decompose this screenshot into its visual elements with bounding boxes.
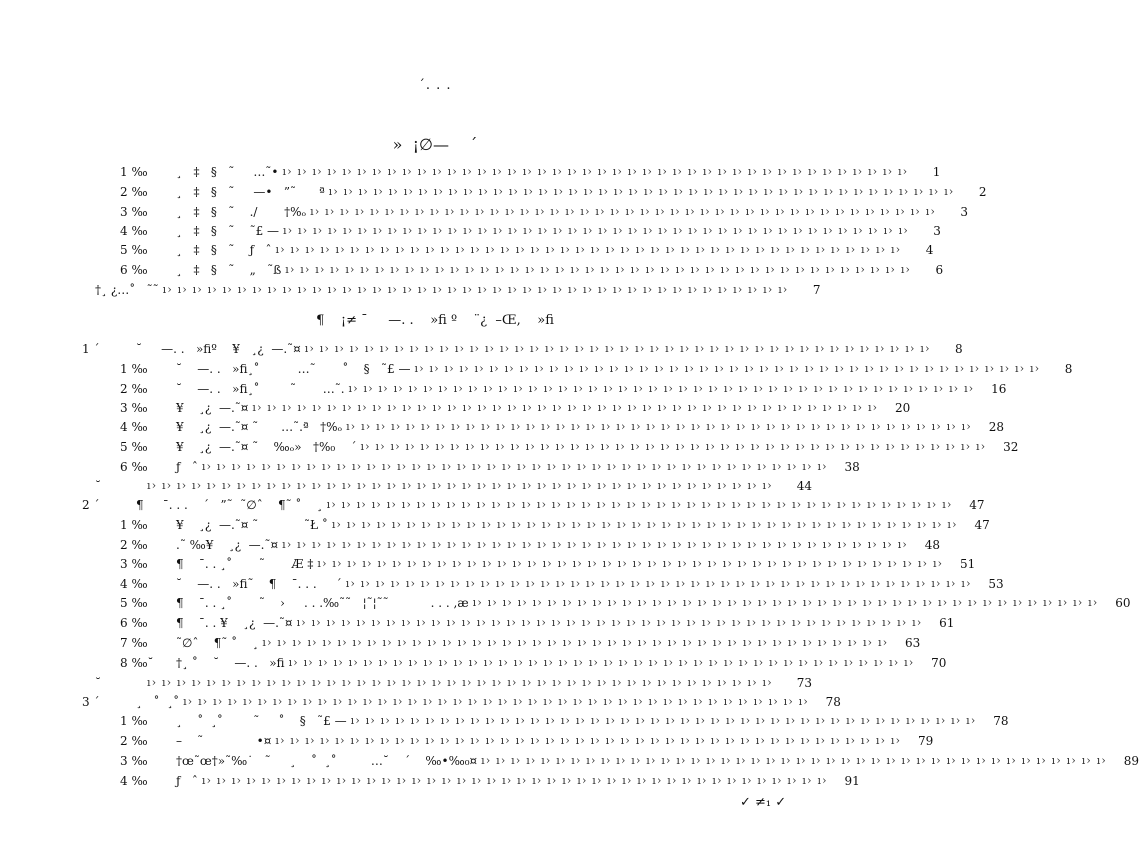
toc-entry[interactable] (120, 732, 934, 750)
dot-leader: ı› ı› ı› ı› ı› ı› ı› ı› ı› ı› ı› ı› ı› ı› ı› ı› ı› ı› ı› ı› ı› ı› ı› ı› ı› ı› ı› ı› ı› ı› ı› ı› ı› ı› ı› ı› ı› ı› ı› ı› ı› ı› (360, 440, 987, 453)
dot-leader: ı› ı› ı› ı› ı› ı› ı› ı› ı› ı› ı› ı› ı› ı› ı› ı› ı› ı› ı› ı› ı› ı› ı› ı› ı› ı› ı› ı› ı› ı› ı› ı› ı› ı› ı› ı› ı› ı› ı› ı› ı› ı› (414, 362, 1041, 375)
toc-entry[interactable] (95, 674, 812, 692)
entry-page: 4 (925, 243, 934, 257)
dot-leader: ı› ı› ı› ı› ı› ı› ı› ı› ı› ı› ı› ı› ı› ı› ı› ı› ı› ı› ı› ı› ı› ı› ı› ı› ı› ı› ı› ı› ı› ı› ı› ı› ı› ı› ı› ı› ı› ı› ı› ı› ı› ı› (481, 754, 1108, 767)
entry-title: ¸ ‡ § ˜ ˜£ — (176, 224, 280, 238)
entry-number: 1 ´ (82, 342, 100, 356)
entry-page: 38 (844, 460, 860, 474)
entry-page: 73 (796, 676, 812, 690)
entry-number: 2 ‰ (120, 382, 148, 396)
entry-title: ¸ ‡ § ˜ „ ˜ß (176, 263, 282, 277)
toc-entry[interactable] (120, 438, 1019, 456)
top-mark: ´. . . (418, 78, 452, 93)
toc-heading: » ¡∅— ´ (392, 135, 478, 154)
entry-number: 5 ‰ (120, 440, 148, 454)
entry-number: 3 ‰ (120, 754, 148, 768)
dot-leader: ı› ı› ı› ı› ı› ı› ı› ı› ı› ı› ı› ı› ı› ı› ı› ı› ı› ı› ı› ı› ı› ı› ı› ı› ı› ı› ı› ı› ı› ı› ı› ı› ı› ı› ı› ı› ı› ı› ı› ı› ı› ı› (317, 557, 944, 570)
dot-leader: ı› ı› ı› ı› ı› ı› ı› ı› ı› ı› ı› ı› ı› ı› ı› ı› ı› ı› ı› ı› ı› ı› ı› ı› ı› ı› ı› ı› ı› ı› ı› ı› ı› ı› ı› ı› ı› ı› ı› ı› ı› ı› (326, 498, 953, 511)
entry-number: 2 ‰ (120, 538, 148, 552)
entry-number: 2 ´ (82, 498, 100, 512)
toc-entry[interactable] (120, 222, 941, 240)
toc-entry[interactable] (120, 634, 921, 652)
section-heading: ¶ ¡≠ ¯ —. . »fi º ¨¿ –Œ, »fi (316, 313, 554, 328)
dot-leader: ı› ı› ı› ı› ı› ı› ı› ı› ı› ı› ı› ı› ı› ı› ı› ı› ı› ı› ı› ı› ı› ı› ı› ı› ı› ı› ı› ı› ı› ı› ı› ı› ı› ı› ı› ı› ı› ı› ı› ı› ı› ı› (147, 676, 773, 689)
dot-leader: ı› ı› ı› ı› ı› ı› ı› ı› ı› ı› ı› ı› ı› ı› ı› ı› ı› ı› ı› ı› ı› ı› ı› ı› ı› ı› ı› ı› ı› ı› ı› ı› ı› ı› ı› ı› ı› ı› ı› ı› ı› ı› (183, 695, 809, 708)
entry-title: †¸ ˚ ˘ —. . »fi (176, 656, 285, 670)
dot-leader: ı› ı› ı› ı› ı› ı› ı› ı› ı› ı› ı› ı› ı› ı› ı› ı› ı› ı› ı› ı› ı› ı› ı› ı› ı› ı› ı› ı› ı› ı› ı› ı› ı› ı› ı› ı› ı› ı› ı› ı› ı› ı› (262, 636, 889, 649)
entry-number: 5 ‰ (120, 596, 148, 610)
entry-title: ¸ ‡ § ˜ …˜• (176, 165, 279, 179)
entry-number: 4 ‰ (120, 577, 148, 591)
entry-number: 3 ‰ (120, 557, 148, 571)
dot-leader: ı› ı› ı› ı› ı› ı› ı› ı› ı› ı› ı› ı› ı› ı› ı› ı› ı› ı› ı› ı› ı› ı› ı› ı› ı› ı› ı› ı› ı› ı› ı› ı› ı› ı› ı› ı› ı› ı› ı› ı› ı› ı› (201, 460, 828, 473)
entry-page: 51 (959, 557, 976, 571)
toc-entry[interactable] (120, 241, 934, 259)
entry-page: 32 (1003, 440, 1019, 454)
entry-number: 1 ‰ (120, 714, 148, 728)
entry-number: 4 ‰ (120, 224, 148, 238)
entry-page: 44 (796, 479, 812, 493)
entry-page: 6 (935, 263, 944, 277)
entry-number: 8 ‰˘ (120, 656, 154, 670)
toc-entry[interactable] (95, 281, 821, 299)
entry-number: 6 ‰ (120, 616, 148, 630)
entry-title: ˘ —. . »fi¸˚ ˜ …˜. (176, 382, 345, 396)
toc-entry[interactable] (120, 380, 1007, 398)
entry-title: ¶ ¯. . ¸˚ ˜ › . . .‰˜˜ ¦˜¦˜˜ . . . ,æ (176, 596, 469, 610)
toc-entry[interactable] (120, 203, 969, 221)
entry-page: 8 (955, 342, 963, 356)
entry-page: 78 (993, 714, 1009, 728)
entry-page: 48 (924, 538, 941, 552)
entry-number: 3 ‰ (120, 401, 148, 415)
toc-entry[interactable] (120, 555, 976, 573)
dot-leader: ı› ı› ı› ı› ı› ı› ı› ı› ı› ı› ı› ı› ı› ı› ı› ı› ı› ı› ı› ı› ı› ı› ı› ı› ı› ı› ı› ı› ı› ı› ı› ı› ı› ı› ı› ı› ı› ı› ı› ı› ı› ı› (472, 596, 1099, 609)
toc-entry[interactable] (120, 772, 860, 790)
dot-leader: ı› ı› ı› ı› ı› ı› ı› ı› ı› ı› ı› ı› ı› ı› ı› ı› ı› ı› ı› ı› ı› ı› ı› ı› ı› ı› ı› ı› ı› ı› ı› ı› ı› ı› ı› ı› ı› ı› ı› ı› ı› ı› (304, 342, 931, 355)
dot-leader: ı› ı› ı› ı› ı› ı› ı› ı› ı› ı› ı› ı› ı› ı› ı› ı› ı› ı› ı› ı› ı› ı› ı› ı› ı› ı› ı› ı› ı› ı› ı› ı› ı› ı› ı› ı› ı› ı› ı› ı› ı› ı› (288, 656, 915, 669)
dot-leader: ı› ı› ı› ı› ı› ı› ı› ı› ı› ı› ı› ı› ı› ı› ı› ı› ı› ı› ı› ı› ı› ı› ı› ı› ı› ı› ı› ı› ı› ı› ı› ı› ı› ı› ı› ı› ı› ı› ı› ı› ı› ı› (296, 616, 923, 629)
dot-leader: ı› ı› ı› ı› ı› ı› ı› ı› ı› ı› ı› ı› ı› ı› ı› ı› ı› ı› ı› ı› ı› ı› ı› ı› ı› ı› ı› ı› ı› ı› ı› ı› ı› ı› ı› ı› ı› ı› ı› ı› ı› ı› (283, 224, 909, 237)
toc-entry[interactable] (120, 654, 947, 672)
entry-title: ¸ ‡ § ˜ ./ †%ₒ (176, 205, 307, 219)
entry-title: ¶ ¯. . ¸˚ ˜ Æ ‡ (176, 557, 314, 571)
entry-title: ˜˜ (139, 283, 159, 297)
entry-page: 89 (1123, 754, 1139, 768)
entry-page: 1 (932, 165, 941, 179)
entry-number: 7 ‰ (120, 636, 148, 650)
entry-page: 2 (978, 185, 987, 199)
dot-leader: ı› ı› ı› ı› ı› ı› ı› ı› ı› ı› ı› ı› ı› ı› ı› ı› ı› ı› ı› ı› ı› ı› ı› ı› ı› ı› ı› ı› ı› ı› ı› ı› ı› ı› ı› ı› ı› ı› ı› ı› ı› ı› (348, 382, 975, 395)
entry-number: ˘ (95, 479, 101, 493)
dot-leader: ı› ı› ı› ı› ı› ı› ı› ı› ı› ı› ı› ı› ı› ı› ı› ı› ı› ı› ı› ı› ı› ı› ı› ı› ı› ı› ı› ı› ı› ı› ı› ı› ı› ı› ı› ı› ı› ı› ı› ı› ı› ı› (282, 538, 909, 551)
entry-number: 1 ‰ (120, 362, 148, 376)
entry-number: 3 ‰ (120, 205, 148, 219)
toc-entry[interactable] (120, 536, 941, 554)
entry-page: 7 (812, 283, 821, 297)
page-footer-mark: ✓ ≠₁ ✓ (740, 795, 787, 810)
entry-page: 20 (895, 401, 911, 415)
entry-title: ¶ ¯. . ¥ ¸¿ —.˜¤ (176, 616, 293, 630)
entry-page: 3 (960, 205, 969, 219)
entry-page: 28 (988, 420, 1004, 434)
entry-number: 6 ‰ (120, 460, 148, 474)
dot-leader: ı› ı› ı› ı› ı› ı› ı› ı› ı› ı› ı› ı› ı› ı› ı› ı› ı› ı› ı› ı› ı› ı› ı› ı› ı› ı› ı› ı› ı› ı› ı› ı› ı› ı› ı› ı› ı› ı› ı› ı› ı› ı› (147, 479, 773, 492)
entry-number: 2 ‰ (120, 185, 148, 199)
entry-number: †¸ ¿…˚ (95, 283, 136, 297)
entry-title: ¥ ¸¿ —.˜¤ (176, 401, 249, 415)
toc-entry[interactable] (82, 693, 841, 711)
entry-number: 3 ´ (82, 695, 100, 709)
entry-title: ˘ —. . »fi¸˚ …˜ ˚ § ˜£ — (176, 362, 411, 376)
entry-page: 70 (931, 656, 947, 670)
entry-page: 47 (969, 498, 985, 512)
dot-leader: ı› ı› ı› ı› ı› ı› ı› ı› ı› ı› ı› ı› ı› ı› ı› ı› ı› ı› ı› ı› ı› ı› ı› ı› ı› ı› ı› ı› ı› ı› ı› ı› ı› ı› ı› ı› ı› ı› ı› ı› ı› ı› (328, 185, 955, 198)
toc-entry[interactable] (120, 712, 1009, 730)
entry-page: 61 (939, 616, 955, 630)
toc-entry[interactable] (120, 594, 1131, 612)
entry-number: 1 ‰ (120, 165, 148, 179)
dot-leader: ı› ı› ı› ı› ı› ı› ı› ı› ı› ı› ı› ı› ı› ı› ı› ı› ı› ı› ı› ı› ı› ı› ı› ı› ı› ı› ı› ı› ı› ı› ı› ı› ı› ı› ı› ı› ı› ı› ı› ı› ı› ı› (162, 283, 789, 296)
dot-leader: ı› ı› ı› ı› ı› ı› ı› ı› ı› ı› ı› ı› ı› ı› ı› ı› ı› ı› ı› ı› ı› ı› ı› ı› ı› ı› ı› ı› ı› ı› ı› ı› ı› ı› ı› ı› ı› ı› ı› ı› ı› ı› (331, 518, 958, 531)
toc-entry[interactable] (120, 261, 944, 279)
toc-entry[interactable] (120, 752, 1139, 770)
toc-entry[interactable] (82, 496, 985, 514)
dot-leader: ı› ı› ı› ı› ı› ı› ı› ı› ı› ı› ı› ı› ı› ı› ı› ı› ı› ı› ı› ı› ı› ı› ı› ı› ı› ı› ı› ı› ı› ı› ı› ı› ı› ı› ı› ı› ı› ı› ı› ı› ı› ı› (282, 165, 909, 178)
entry-title: ¸ ˚ ¸˚ ˜ ˚ § ˜£ — (176, 714, 347, 728)
entry-title: ˘ —. . »fi˜ ¶ ¯. . . ´ (176, 577, 342, 591)
entry-page: 91 (844, 774, 860, 788)
toc-entry[interactable] (120, 614, 955, 632)
entry-page: 16 (991, 382, 1007, 396)
dot-leader: ı› ı› ı› ı› ı› ı› ı› ı› ı› ı› ı› ı› ı› ı› ı› ı› ı› ı› ı› ı› ı› ı› ı› ı› ı› ı› ı› ı› ı› ı› ı› ı› ı› ı› ı› ı› ı› ı› ı› ı› ı› ı› (285, 263, 912, 276)
entry-title: – ˜ •¤ (176, 734, 272, 748)
entry-number: 5 ‰ (120, 243, 148, 257)
entry-number: 6 ‰ (120, 263, 148, 277)
entry-title: ¸ ‡ § ˜ ƒ ˆ (176, 243, 272, 257)
entry-title: ƒ ˆ (176, 460, 198, 474)
entry-title: ˜∅ˆ ¶˜ ˚ ¸ (176, 636, 259, 650)
toc-entry[interactable] (95, 477, 812, 495)
dot-leader: ı› ı› ı› ı› ı› ı› ı› ı› ı› ı› ı› ı› ı› ı› ı› ı› ı› ı› ı› ı› ı› ı› ı› ı› ı› ı› ı› ı› ı› ı› ı› ı› ı› ı› ı› ı› ı› ı› ı› ı› ı› ı› (346, 420, 972, 433)
toc-entry[interactable] (120, 575, 1004, 593)
entry-page: 47 (974, 518, 990, 532)
dot-leader: ı› ı› ı› ı› ı› ı› ı› ı› ı› ı› ı› ı› ı› ı› ı› ı› ı› ı› ı› ı› ı› ı› ı› ı› ı› ı› ı› ı› ı› ı› ı› ı› ı› ı› ı› ı› ı› ı› ı› ı› ı› ı› (201, 774, 828, 787)
entry-page: 60 (1115, 596, 1131, 610)
dot-leader: ı› ı› ı› ı› ı› ı› ı› ı› ı› ı› ı› ı› ı› ı› ı› ı› ı› ı› ı› ı› ı› ı› ı› ı› ı› ı› ı› ı› ı› ı› ı› ı› ı› ı› ı› ı› ı› ı› ı› ı› ı› ı› (275, 243, 902, 256)
toc-entry[interactable] (82, 340, 963, 358)
entry-title: ¥ ¸¿ —.˜¤ ˜ …˜.ª †%ₒ (176, 420, 343, 434)
entry-number: 1 ‰ (120, 518, 148, 532)
entry-page: 63 (905, 636, 921, 650)
entry-title: ¸ ‡ § ˜ —• ”˜ ª (176, 185, 325, 199)
toc-entry[interactable] (120, 360, 1073, 378)
entry-page: 8 (1064, 362, 1073, 376)
dot-leader: ı› ı› ı› ı› ı› ı› ı› ı› ı› ı› ı› ı› ı› ı› ı› ı› ı› ı› ı› ı› ı› ı› ı› ı› ı› ı› ı› ı› ı› ı› ı› ı› ı› ı› ı› ı› ı› ı› ı› ı› ı› ı› (275, 734, 902, 747)
entry-title: ¶ ¯. . . ´ ”˜ ˜∅ˆ ¶˜ ˚ ¸ (136, 498, 323, 512)
dot-leader: ı› ı› ı› ı› ı› ı› ı› ı› ı› ı› ı› ı› ı› ı› ı› ı› ı› ı› ı› ı› ı› ı› ı› ı› ı› ı› ı› ı› ı› ı› ı› ı› ı› ı› ı› ı› ı› ı› ı› ı› ı› ı› (252, 401, 879, 414)
toc-entry[interactable] (120, 516, 990, 534)
entry-page: 3 (933, 224, 941, 238)
toc-entry[interactable] (120, 458, 860, 476)
entry-number: 2 ‰ (120, 734, 148, 748)
entry-number: 4 ‰ (120, 774, 148, 788)
entry-title: ¥ ¸¿ —.˜¤ ˜ ˜Ł ˚ (176, 518, 328, 532)
entry-title: ¸ ˚ ¸˚ (136, 695, 180, 709)
toc-entry[interactable] (120, 163, 941, 181)
dot-leader: ı› ı› ı› ı› ı› ı› ı› ı› ı› ı› ı› ı› ı› ı› ı› ı› ı› ı› ı› ı› ı› ı› ı› ı› ı› ı› ı› ı› ı› ı› ı› ı› ı› ı› ı› ı› ı› ı› ı› ı› ı› ı› (345, 577, 972, 590)
entry-page: 78 (825, 695, 841, 709)
entry-title: †œ˜œ†»˜‰˙ ˜ ¸ ˚ ¸˚ …˘ ´ ‰•‰₀¤ (176, 754, 478, 768)
entry-title: ¥ ¸¿ —.˜¤ ˜ ‰ₒ» †%₀ ´ (176, 440, 357, 454)
entry-title: ƒ ˆ (176, 774, 198, 788)
entry-number: 4 ‰ (120, 420, 148, 434)
entry-page: 53 (988, 577, 1004, 591)
entry-number: ˘ (95, 676, 101, 690)
entry-page: 79 (917, 734, 934, 748)
toc-entry[interactable] (120, 418, 1004, 436)
dot-leader: ı› ı› ı› ı› ı› ı› ı› ı› ı› ı› ı› ı› ı› ı› ı› ı› ı› ı› ı› ı› ı› ı› ı› ı› ı› ı› ı› ı› ı› ı› ı› ı› ı› ı› ı› ı› ı› ı› ı› ı› ı› ı› (350, 714, 977, 727)
entry-title: .˜ ‰¥ ¸¿ —.˜¤ (176, 538, 279, 552)
toc-entry[interactable] (120, 183, 987, 201)
entry-title: ˘ —. . »fiº ¥ ¸¿ —.˜¤ (136, 342, 301, 356)
dot-leader: ı› ı› ı› ı› ı› ı› ı› ı› ı› ı› ı› ı› ı› ı› ı› ı› ı› ı› ı› ı› ı› ı› ı› ı› ı› ı› ı› ı› ı› ı› ı› ı› ı› ı› ı› ı› ı› ı› ı› ı› ı› ı› (310, 205, 937, 218)
toc-entry[interactable] (120, 399, 911, 417)
